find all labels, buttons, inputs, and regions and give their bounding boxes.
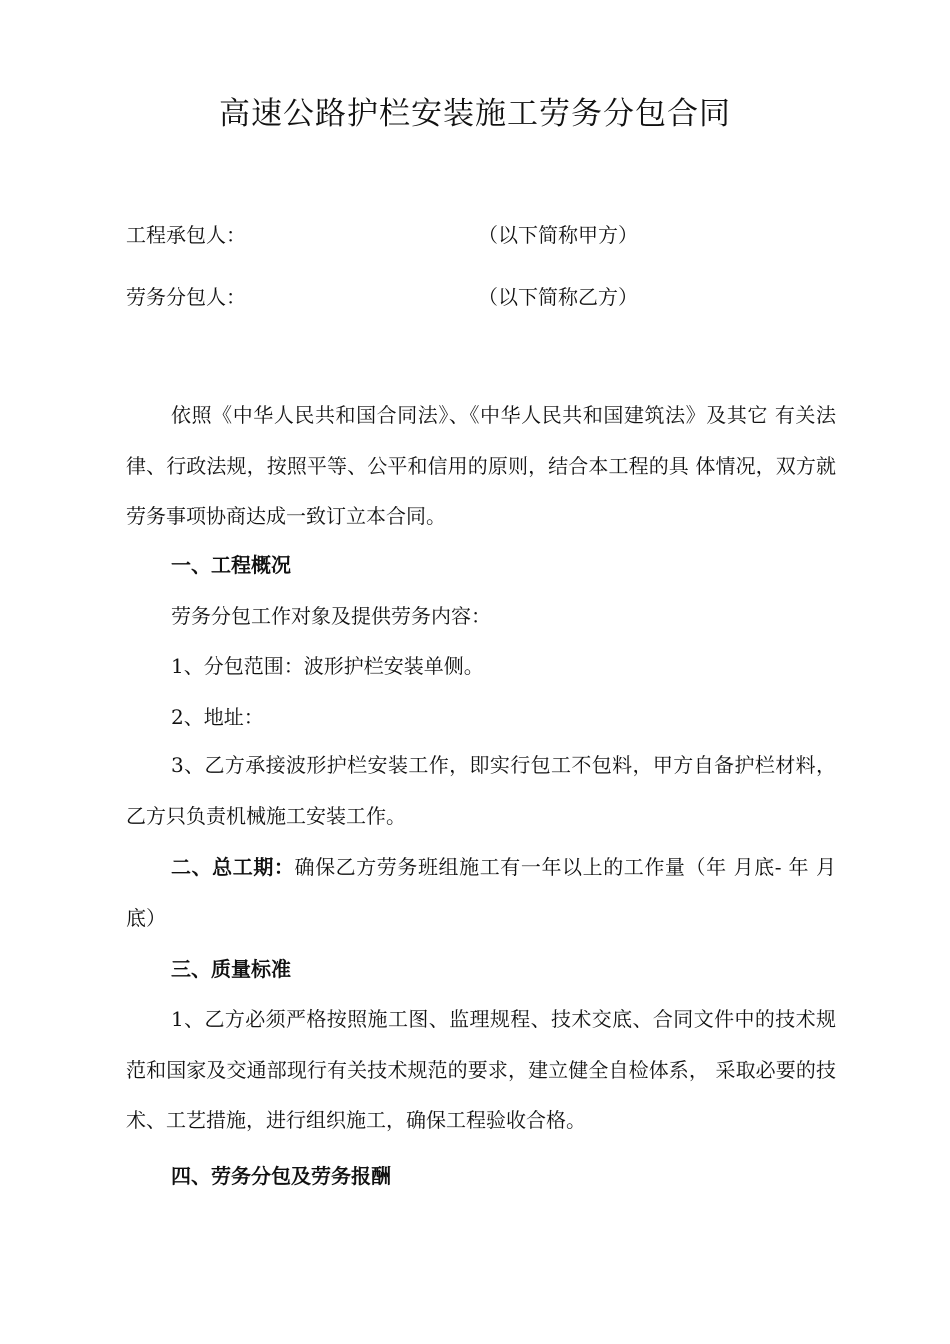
subcontractor-label: 劳务分包人： — [126, 285, 246, 309]
contractor-label: 工程承包人： — [126, 223, 246, 247]
section2-heading: 二、总工期： — [171, 855, 295, 879]
document-title: 高速公路护栏安装施工劳务分包合同 — [219, 96, 731, 132]
subcontractor-alias: （以下简称乙方） — [478, 285, 638, 309]
section4-heading: 四、劳务分包及劳务报酬 — [171, 1164, 391, 1188]
section1-item2: 2、地址： — [171, 705, 264, 729]
section1-subtitle: 劳务分包工作对象及提供劳务内容： — [171, 604, 491, 628]
section1-item3: 3、乙方承接波形护栏安装工作，即实行包工不包料，甲方自备护栏材料，乙方只负责机械施工安装工作。 — [126, 753, 836, 828]
section3-item1: 1、乙方必须严格按照施工图、监理规程、技术交底、合同文件中的技术规范和国家及交通部现行有关技术规范的要求，建立健全自检体系， 采取必要的技术、工艺措施，进行组织施工，确保工程验收合格。 — [126, 1007, 836, 1132]
section1-item1: 1、分包范围：波形护栏安装单侧。 — [171, 654, 484, 678]
section2-text: 确保乙方劳务班组施工有一年以上的工作量（年 月底- 年 月底） — [126, 855, 836, 930]
contractor-alias: （以下简称甲方） — [478, 223, 638, 247]
section1-heading: 一、工程概况 — [171, 553, 291, 577]
section2-paragraph — [126, 842, 836, 943]
intro-paragraph: 依照《中华人民共和国合同法》、《中华人民共和国建筑法》及其它 有关法律、行政法规，按照平等、公平和信用的原则，结合本工程的具 体情况，双方就劳务事项协商达成一致订立本合同。 — [126, 403, 836, 528]
section3-heading: 三、质量标准 — [171, 957, 291, 981]
